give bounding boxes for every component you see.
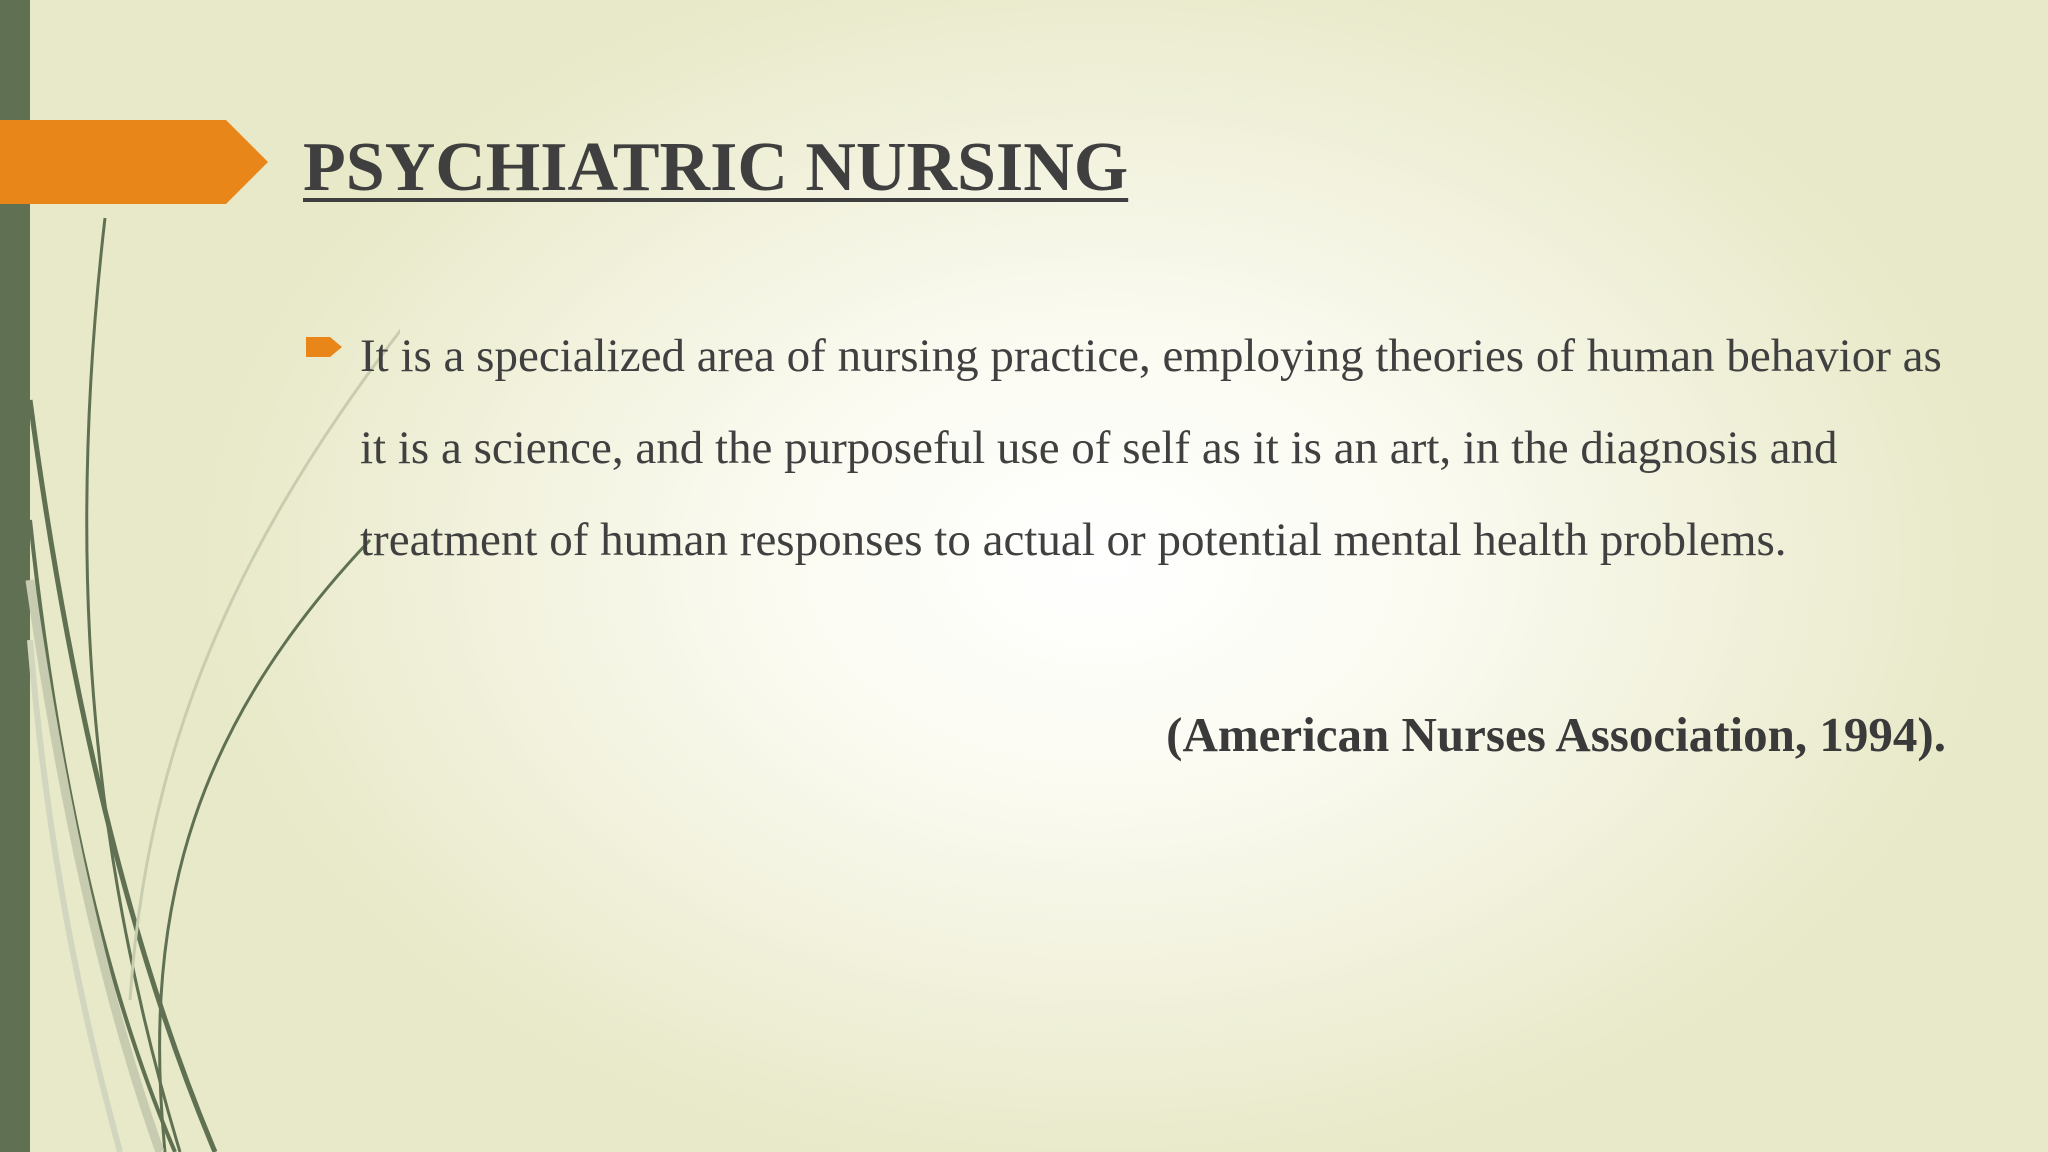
citation: (American Nurses Association, 1994). [1166,707,1946,762]
bullet-text: It is a specialized area of nursing practice, employing theories of human behavior as it is a science, and the purposeful use of self as it is an art, in the diagnosis and treatment of human responses to actual or potential mental health problems. [360,330,1942,566]
title-arrow-banner [0,0,270,210]
arrow-bullet-icon [306,334,344,360]
slide-title: PSYCHIATRIC NURSING [303,129,1129,206]
